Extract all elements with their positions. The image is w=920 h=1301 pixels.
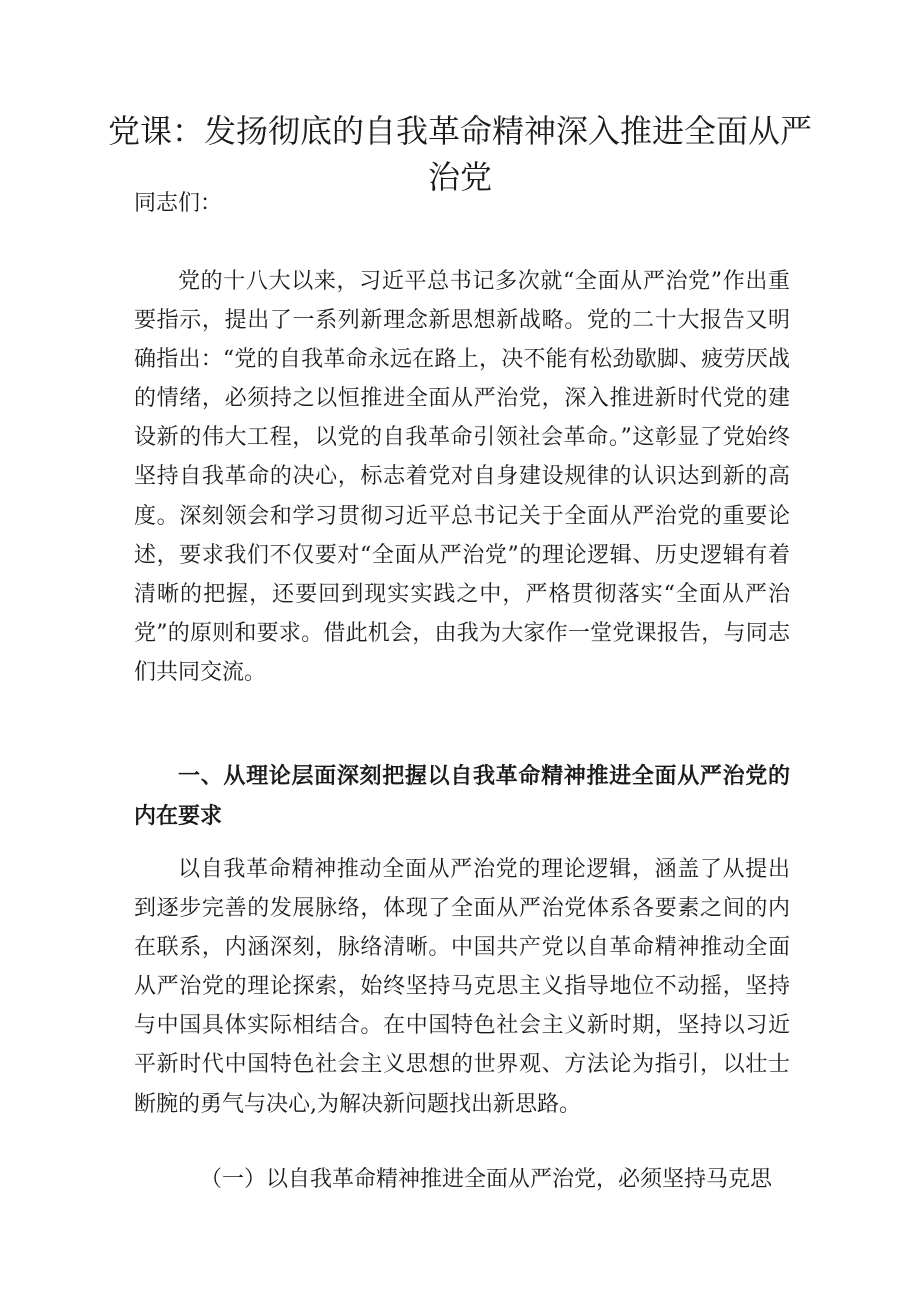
- document-title: 党课：发扬彻底的自我革命精神深入推进全面从严治党: [107, 112, 812, 196]
- paragraph-theory: 以自我革命精神推动全面从严治党的理论逻辑，涵盖了从提出到逐步完善的发展脉络，体现了全面从严治党体系各要素之间的内在联系，内涵深刻，脉络清晰。中国共产党以自革命精神推动全面从严治党的理论探索，始终坚持马克思主义指导地位不动摇，坚持与中国具体实际相结合。在中国特色社会主义新时期，坚持以习近平新时代中国特色社会主义思想的世界观、方法论为指引，以壮士断腕的勇气与决心,为解决新问题找出新思路。: [134, 857, 790, 1117]
- subsection-heading: （一）以自我革命精神推进全面从严治党，必须坚持马克思: [200, 1167, 773, 1192]
- salutation: 同志们：: [134, 191, 223, 216]
- section-heading: 一、从理论层面深刻把握以自我革命精神推进全面从严治党的内在要求: [134, 764, 790, 829]
- paragraph-intro: 党的十八大以来，习近平总书记多次就“全面从严治党”作出重要指示，提出了一系列新理念新思想新战略。党的二十大报告又明确指出：“党的自我革命永远在路上，决不能有松劲歇脚、疲劳厌战的情绪，必须持之以恒推进全面从严治党，深入推进新时代党的建设新的伟大工程，以党的自我革命引领社会革命。”这彰显了党始终坚持自我革命的决心，标志着党对自身建设规律的认识达到新的高度。深刻领会和学习贯彻习近平总书记关于全面从严治党的重要论述，要求我们不仅要对“全面从严治党”的理论逻辑、历史逻辑有着清晰的把握，还要回到现实实践之中，严格贯彻落实“全面从严治党”的原则和要求。借此机会，由我为大家作一堂党课报告，与同志们共同交流。: [134, 269, 790, 685]
